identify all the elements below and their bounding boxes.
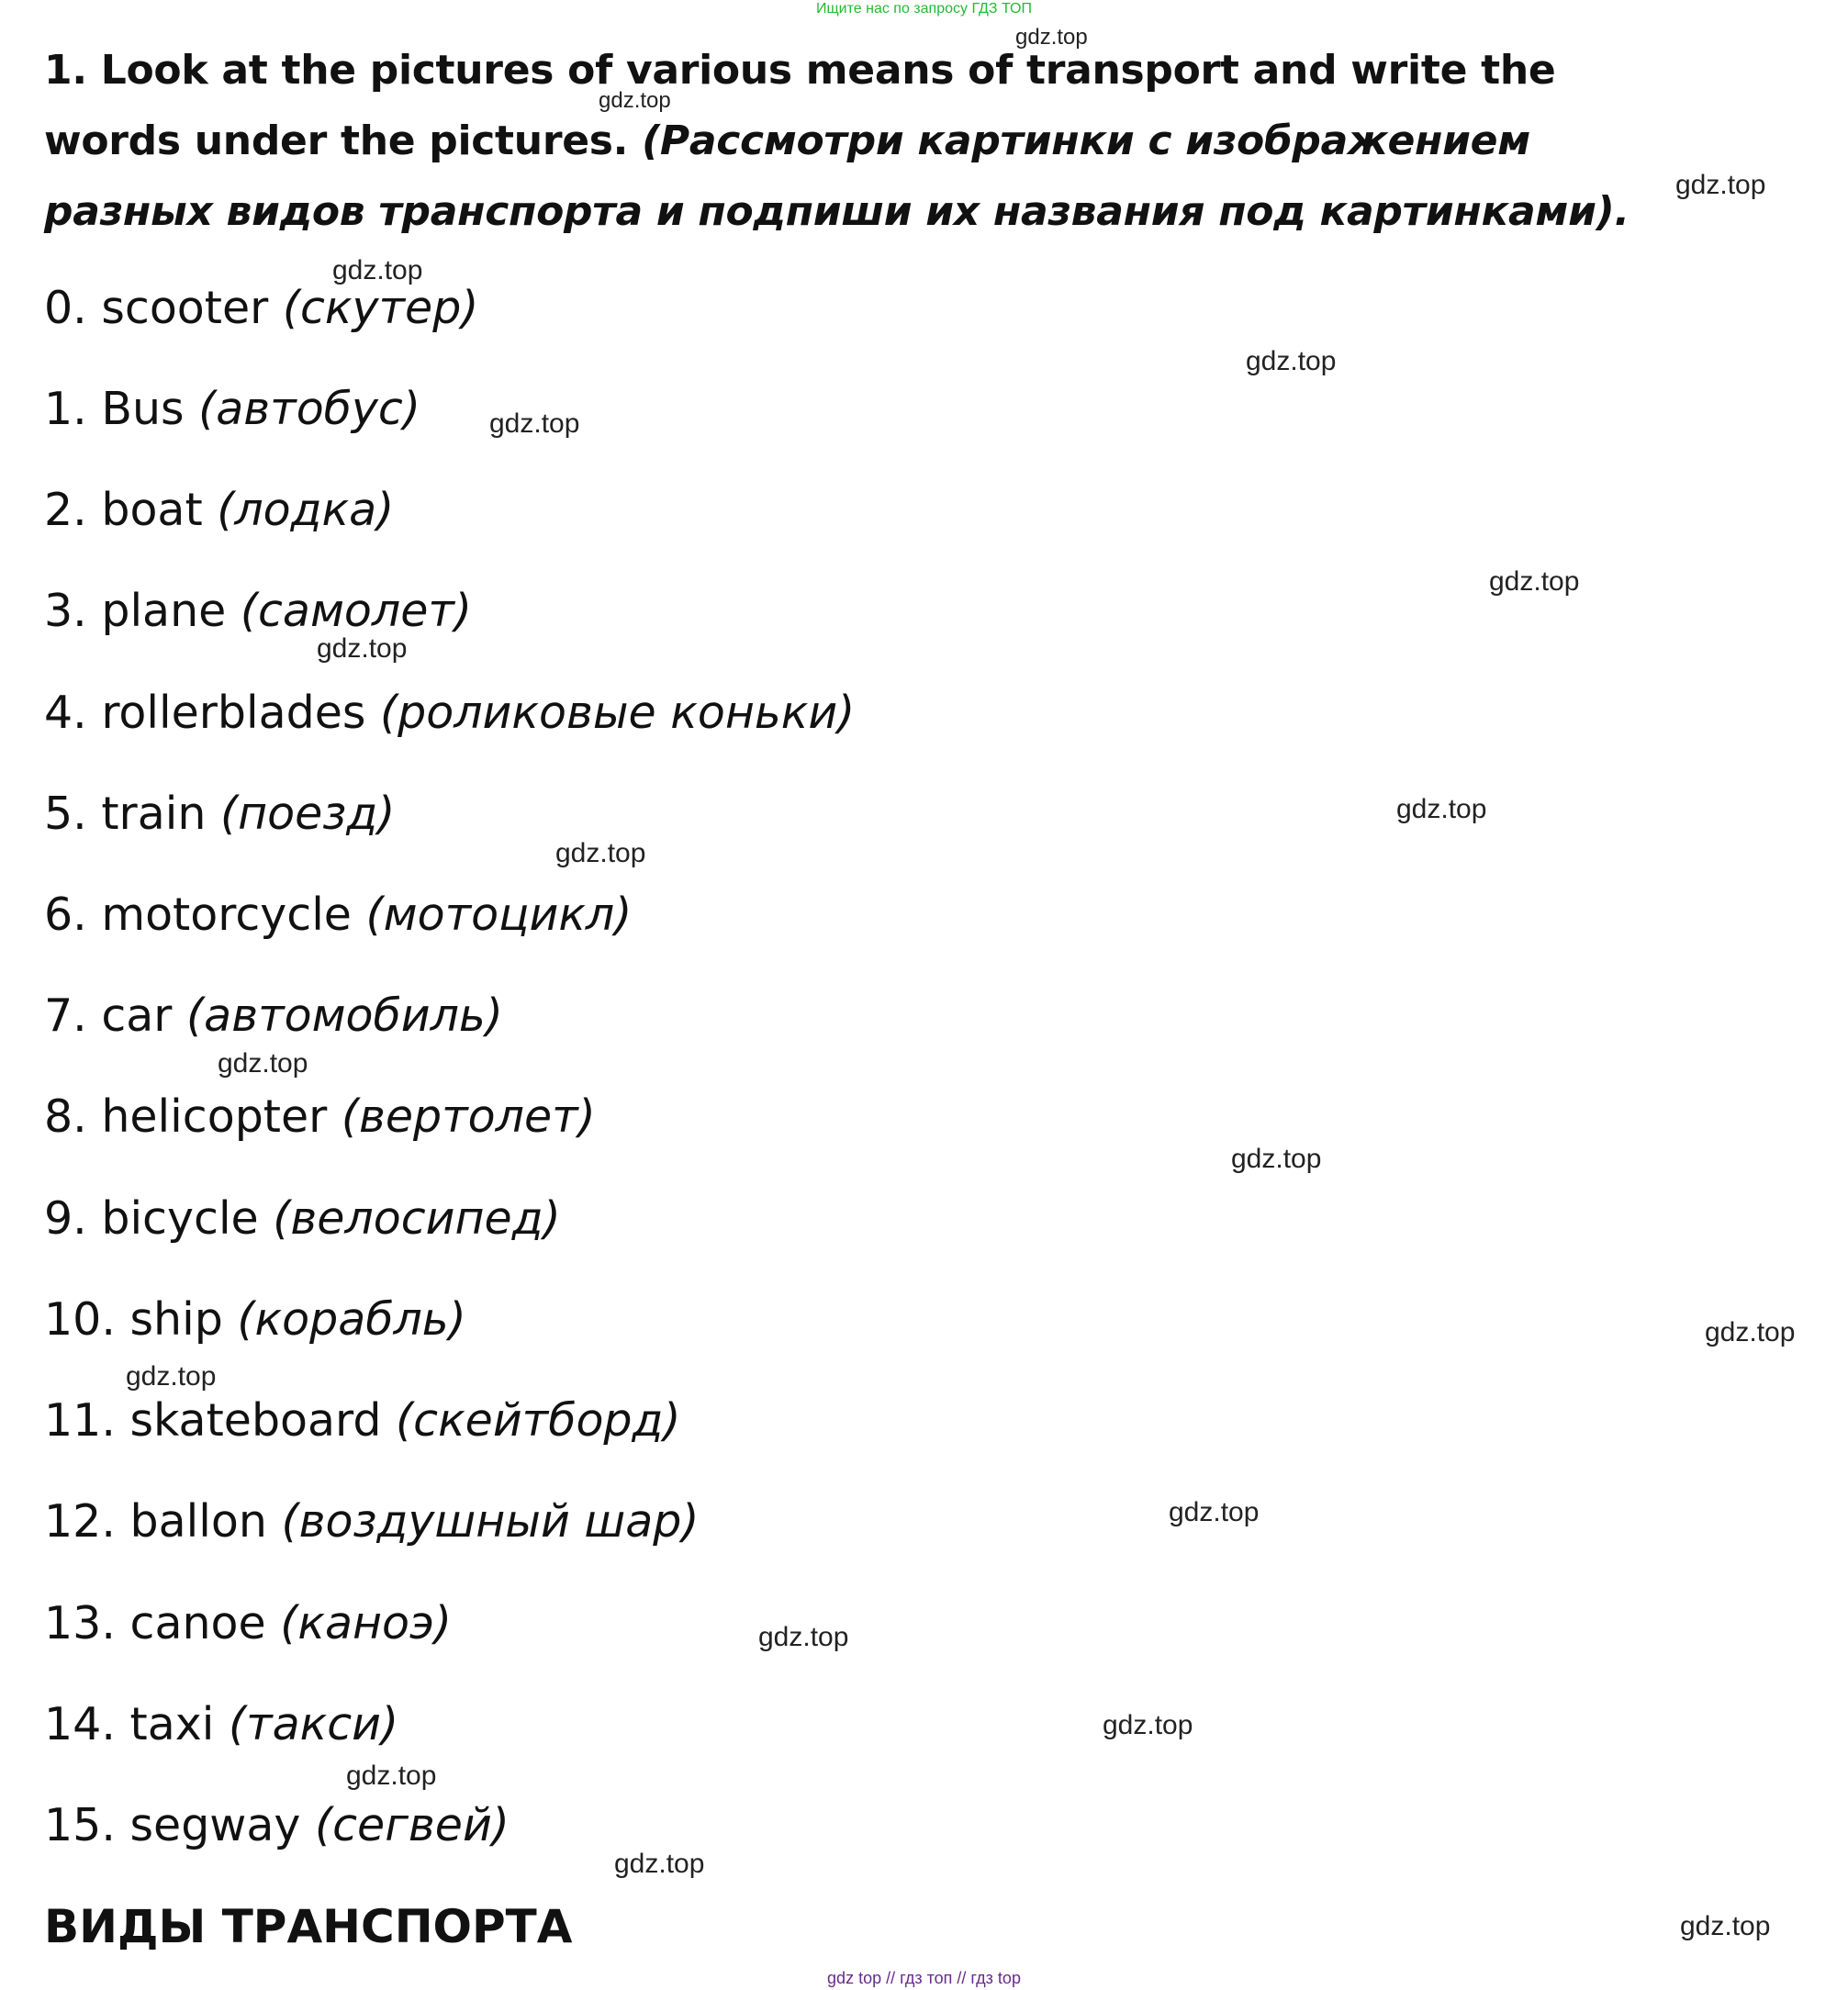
answer-line [44, 584, 472, 639]
watermark: gdz.top [218, 1048, 308, 1079]
answer-translation: (роликовые коньки) [380, 687, 856, 739]
answer-translation: (автобус) [198, 383, 420, 435]
watermark: gdz.top [1103, 1710, 1193, 1740]
watermark: gdz.top [599, 88, 671, 113]
answer-translation: (самолет) [240, 585, 473, 637]
answer-line [44, 1798, 510, 1853]
answer-word: taxi [129, 1698, 215, 1750]
watermark: gdz.top [1705, 1317, 1796, 1347]
answer-number: 15. [44, 1799, 116, 1851]
answer-line [44, 281, 478, 336]
answer-word: rollerblades [101, 687, 366, 739]
answer-word: canoe [129, 1597, 266, 1649]
answer-word: motorcycle [101, 889, 352, 941]
watermark: gdz.top [332, 255, 423, 285]
task-heading [44, 35, 1697, 247]
answer-line [44, 1393, 681, 1448]
answer-line [44, 1191, 561, 1247]
answer-number: 12. [44, 1495, 116, 1548]
answer-word: train [101, 788, 207, 840]
answer-word: boat [101, 484, 203, 536]
answer-word: car [101, 989, 173, 1042]
section-title: ВИДЫ ТРАНСПОРТА [44, 1900, 573, 1953]
answer-word: plane [101, 585, 227, 637]
answer-translation: (велосипед) [273, 1192, 561, 1245]
answer-translation: (поезд) [219, 788, 396, 840]
answer-translation: (каноэ) [280, 1597, 453, 1649]
answer-translation: (скутер) [282, 282, 479, 334]
answer-line [44, 483, 394, 538]
answer-number: 4. [44, 687, 87, 739]
answer-number: 13. [44, 1597, 116, 1649]
watermark: gdz.top [1169, 1497, 1260, 1527]
answer-number: 6. [44, 889, 87, 941]
answer-translation: (сегвей) [314, 1799, 510, 1851]
answer-number: 11. [44, 1394, 116, 1447]
watermark: gdz.top [555, 838, 646, 868]
answer-word: ship [129, 1293, 223, 1346]
answer-number: 10. [44, 1293, 116, 1346]
watermark: gdz.top [1246, 346, 1337, 376]
answer-line [44, 1697, 398, 1752]
answer-word: segway [129, 1799, 301, 1851]
answer-line [44, 787, 395, 842]
answer-word: ballon [129, 1495, 267, 1548]
answer-word: bicycle [101, 1192, 259, 1245]
answer-number: 7. [44, 989, 87, 1042]
watermark: gdz.top [346, 1761, 437, 1791]
watermark: gdz.top [317, 633, 408, 664]
answer-translation: (корабль) [237, 1293, 466, 1346]
watermark: gdz.top [1396, 794, 1487, 824]
answer-translation: (мотоцикл) [365, 889, 633, 941]
answer-translation: (лодка) [217, 484, 395, 536]
watermark: gdz.top [758, 1622, 849, 1652]
answer-word: helicopter [101, 1090, 328, 1143]
watermark: gdz.top [1489, 566, 1580, 597]
answer-number: 9. [44, 1192, 87, 1245]
answer-line [44, 686, 855, 741]
answer-translation: (вертолет) [341, 1090, 596, 1143]
task-heading-russian: (Рассмотри картинки с изображением разных видов транспорта и подпиши их названия под картинками). [44, 117, 1630, 235]
answer-line [44, 1596, 452, 1651]
watermark: gdz.top [1675, 170, 1766, 200]
answer-translation: (такси) [228, 1698, 399, 1750]
answer-number: 14. [44, 1698, 116, 1750]
answer-number: 1. [44, 383, 87, 435]
answer-word: skateboard [129, 1394, 382, 1447]
answer-number: 0. [44, 282, 87, 334]
answer-line [44, 888, 632, 943]
answer-translation: (скейтборд) [396, 1394, 681, 1447]
watermark: gdz.top [614, 1849, 705, 1879]
answer-line [44, 382, 420, 437]
task-heading-english: 1. Look at the pictures of various means of transport and write the words under the pictures. [44, 47, 1556, 164]
watermark: gdz.top [1680, 1911, 1771, 1941]
answer-number: 2. [44, 484, 87, 536]
watermark: gdz.top [1015, 25, 1088, 50]
answer-number: 8. [44, 1090, 87, 1143]
watermark: gdz.top [126, 1361, 217, 1392]
watermark: gdz.top [1231, 1144, 1322, 1174]
answer-line [44, 1292, 466, 1347]
watermark: gdz.top [489, 408, 580, 439]
answer-number: 5. [44, 788, 87, 840]
answer-number: 3. [44, 585, 87, 637]
answer-word: Bus [101, 383, 185, 435]
answer-translation: (автомобиль) [186, 989, 503, 1042]
answer-word: scooter [101, 282, 269, 334]
footer-watermark: gdz top // гдз топ // гдз top [827, 1969, 1021, 1987]
answer-line [44, 1494, 699, 1549]
answer-line [44, 1090, 596, 1145]
top-banner: Ищите нас по запросу ГДЗ ТОП [816, 1, 1032, 17]
answer-line [44, 989, 503, 1044]
answer-translation: (воздушный шар) [281, 1495, 700, 1548]
